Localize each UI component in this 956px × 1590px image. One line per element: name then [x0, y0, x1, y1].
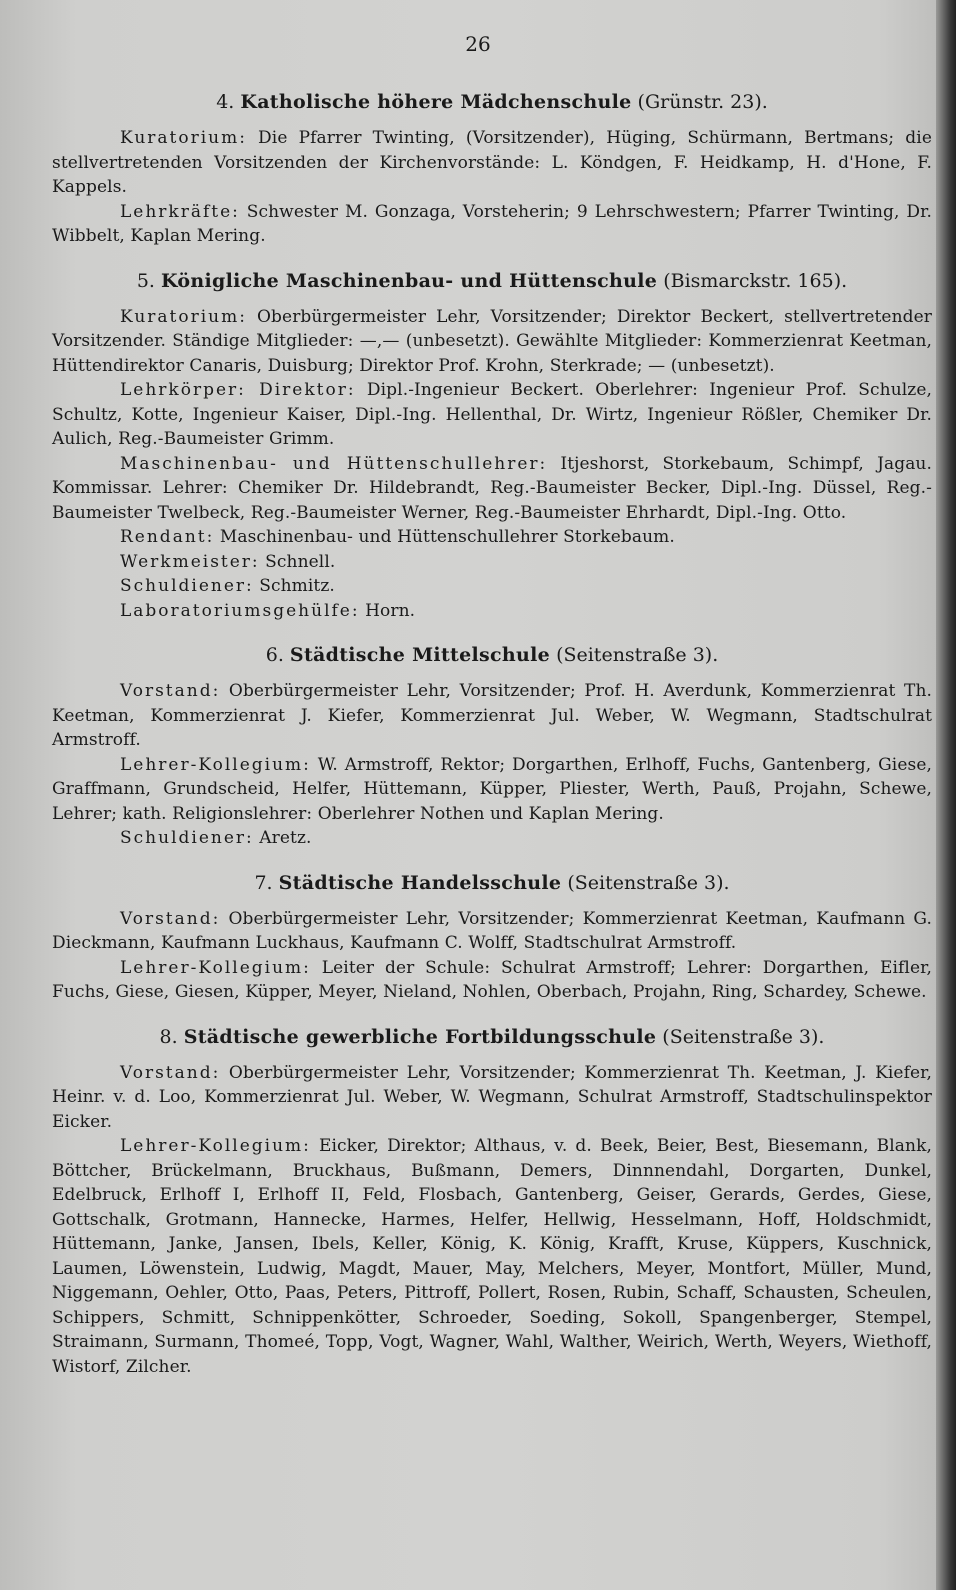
- paragraph: [52, 826, 932, 851]
- paragraph-text: Oberbürgermeister Lehr, Vorsitzender; Prof. H. Averdunk, Kommerzienrat Th. Keetman, Kommerzienrat J. Kiefer, Kommerzienrat Jul. Weber, W. Wegmann, Stadtschulrat Armstroff.: [52, 681, 932, 750]
- section-heading: [52, 641, 932, 669]
- paragraph-label: Maschinenbau- und Hüttenschullehrer:: [120, 453, 548, 474]
- section-title: Städtische Mittelschule: [289, 644, 551, 666]
- section-7: [52, 869, 932, 1005]
- section-address: (Grünstr. 23).: [637, 91, 768, 113]
- paragraph-text: Aretz.: [253, 828, 312, 848]
- paragraph-text: W. Armstroff, Rektor; Dorgarthen, Erlhoff, Fuchs, Gantenberg, Giese, Graffmann, Grundscheid, Helfer, Hüttemann, Küpper, Pliester, Werth, Pauß, Projahn, Schewe, Lehrer; kath. Religionslehrer: Oberlehrer Nothen und Kaplan Mering.: [52, 754, 932, 824]
- section-heading: [52, 267, 932, 295]
- paragraph-label: Schuldiener:: [120, 576, 254, 596]
- section-address: (Seitenstraße 3).: [662, 1025, 825, 1048]
- paragraph-label: Lehrer-Kollegium:: [120, 754, 311, 775]
- paragraph: [52, 452, 932, 526]
- book-spine: [936, 0, 956, 1590]
- paragraph-label: Rendant:: [120, 527, 215, 547]
- paragraph: [52, 599, 932, 624]
- paragraph-label: Vorstand:: [120, 1062, 221, 1083]
- paragraph-label: Schuldiener:: [120, 828, 254, 848]
- section-5: [52, 267, 932, 624]
- paragraph: [52, 305, 932, 379]
- section-number: 7.: [254, 871, 273, 894]
- paragraph: [52, 525, 932, 550]
- paragraph: [52, 679, 932, 753]
- section-number: 6.: [265, 644, 284, 666]
- paragraph-text: Die Pfarrer Twinting, (Vorsitzender), Hüging, Schürmann, Bertmans; die stellvertretenden Vorsitzenden der Kirchenvorstände: L. Köndgen, F. Heidkamp, H. d'Hone, F. Kappels.: [52, 128, 932, 197]
- paragraph-label: Lehrkörper: Direktor:: [120, 380, 356, 400]
- section-title: Städtische Handelsschule: [278, 871, 562, 894]
- section-number: 5.: [136, 269, 155, 292]
- paragraph-text: Schwester M. Gonzaga, Vorsteherin; 9 Lehrschwestern; Pfarrer Twinting, Dr. Wibbelt, Kaplan Mering.: [52, 201, 932, 246]
- paragraph-text: Horn.: [359, 600, 416, 621]
- paragraph: [52, 1061, 932, 1135]
- section-title: Städtische gewerbliche Fortbildungsschule: [183, 1025, 657, 1048]
- paragraph-text: Eicker, Direktor; Althaus, v. d. Beek, Beier, Best, Biesemann, Blank, Böttcher, Brückelmann, Bruckhaus, Bußmann, Demers, Dinnnendahl, Dorgarten, Dunkel, Edelbruck, Erlhoff I, Erlhoff II, Feld, Flosbach, Gantenberg, Geiser, Gerards, Gerdes, Giese, Gottschalk, Grotmann, Hannecke, Harmes, Helfer, Hellwig, Hesselmann, Hoff, Holdschmidt, Hüttemann, Janke, Jansen, Ibels, Keller, König, K. König, Krafft, Kruse, Küppers, Kuschnick, Laumen, Löwenstein, Ludwig, Magdt, Mauer, May, Melchers, Meyer, Montfort, Müller, Mund, Niggemann, Oehler, Otto, Paas, Peters, Pittroff, Pollert, Rosen, Rubin, Schaff, Schausten, Scheulen, Schippers, Schmitt, Schnippenkötter, Schroeder, Soeding, Sokoll, Spangenberger, Stempel, Straimann, Surmann, Thomeé, Topp, Vogt, Wagner, Wahl, Walther, Weirich, Werth, Weyers, Wiethoff, Wistorf, Zilcher.: [52, 1136, 932, 1377]
- page-content: [52, 88, 932, 1379]
- section-number: 4.: [216, 91, 235, 113]
- section-heading: [52, 88, 932, 116]
- paragraph-label: Kuratorium:: [120, 128, 247, 148]
- section-4: [52, 88, 932, 249]
- paragraph: [52, 1134, 932, 1379]
- paragraph-text: Oberbürgermeister Lehr, Vorsitzender; Direktor Beckert, stellvertretender Vorsitzender. Ständige Mitglieder: —,— (unbesetzt). Gewählte Mitglieder: Kommerzienrat Keetman, Hüttendirektor Canaris, Duisburg; Direktor Prof. Krohn, Sterkrade; — (unbesetzt).: [52, 306, 932, 376]
- paragraph-text: Schnell.: [259, 551, 336, 572]
- paragraph: [52, 907, 932, 956]
- section-heading: [52, 869, 932, 897]
- section-number: 8.: [159, 1025, 178, 1048]
- paragraph-text: Itjeshorst, Storkebaum, Schimpf, Jagau. Kommissar. Lehrer: Chemiker Dr. Hildebrandt, Reg.-Baumeister Becker, Dipl.-Ing. Düssel, Reg.-Baumeister Twelbeck, Reg.-Baumeister Werner, Reg.-Baumeister Ehrhardt, Dipl.-Ing. Otto.: [52, 453, 932, 523]
- paragraph: [52, 574, 932, 599]
- section-heading: [52, 1023, 932, 1051]
- section-8: [52, 1023, 932, 1380]
- paragraph: [52, 956, 932, 1005]
- paragraph-label: Laboratoriumsgehülfe:: [120, 600, 360, 621]
- paragraph-label: Lehrer-Kollegium:: [120, 1136, 311, 1156]
- paragraph-text: Oberbürgermeister Lehr, Vorsitzender; Kommerzienrat Keetman, Kaufmann G. Dieckmann, Kaufmann Luckhaus, Kaufmann C. Wolff, Stadtschulrat Armstroff.: [52, 908, 932, 953]
- page-number: 26: [465, 32, 491, 56]
- paragraph: [52, 753, 932, 827]
- section-title: Königliche Maschinenbau- und Hüttenschule: [161, 269, 658, 292]
- paragraph-label: Vorstand:: [120, 681, 221, 701]
- paragraph-text: Leiter der Schule: Schulrat Armstroff; Lehrer: Dorgarthen, Eifler, Fuchs, Giese, Giesen, Küpper, Meyer, Nieland, Nohlen, Oberbach, Projahn, Ring, Schardey, Schewe.: [52, 957, 932, 1002]
- section-address: (Seitenstraße 3).: [567, 871, 730, 894]
- section-6: [52, 641, 932, 851]
- paragraph-label: Werkmeister:: [120, 551, 260, 572]
- paragraph-text: Maschinenbau- und Hüttenschullehrer Storkebaum.: [214, 527, 675, 547]
- section-address: (Bismarckstr. 165).: [663, 269, 848, 292]
- paragraph-text: Schmitz.: [253, 576, 335, 596]
- paragraph-label: Lehrer-Kollegium:: [120, 957, 311, 978]
- paragraph-label: Lehrkräfte:: [120, 201, 240, 222]
- paragraph-text: Oberbürgermeister Lehr, Vorsitzender; Kommerzienrat Th. Keetman, J. Kiefer, Heinr. v. d. Loo, Kommerzienrat Jul. Weber, W. Wegmann, Schulrat Armstroff, Stadtschulinspektor Eicker.: [52, 1062, 932, 1132]
- paragraph-label: Kuratorium:: [120, 306, 247, 327]
- paragraph: [52, 126, 932, 200]
- section-address: (Seitenstraße 3).: [556, 644, 719, 666]
- paragraph: [52, 550, 932, 575]
- paragraph-label: Vorstand:: [120, 908, 221, 929]
- paragraph-text: Dipl.-Ingenieur Beckert. Oberlehrer: Ingenieur Prof. Schulze, Schultz, Kotte, Ingenieur Kaiser, Dipl.-Ing. Hellenthal, Dr. Wirtz, Ingenieur Rößler, Chemiker Dr. Aulich, Reg.-Baumeister Grimm.: [52, 380, 932, 449]
- paragraph: [52, 200, 932, 249]
- paragraph: [52, 378, 932, 452]
- section-title: Katholische höhere Mädchenschule: [240, 91, 632, 113]
